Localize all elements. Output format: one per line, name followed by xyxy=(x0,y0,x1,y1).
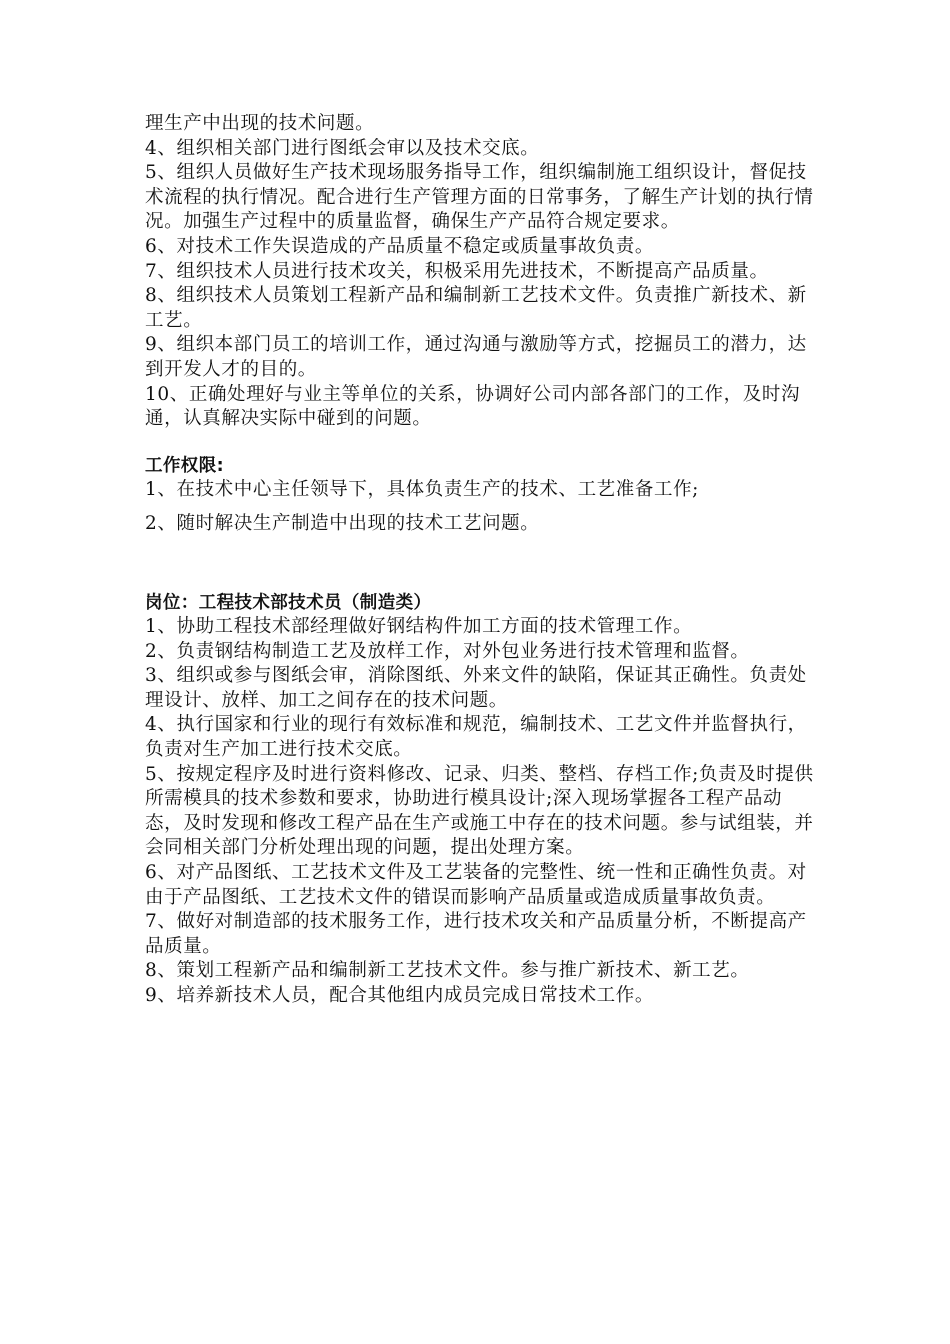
position-item-7: 7、做好对制造部的技术服务工作，进行技术攻关和产品质量分析，不断提高产品质量。 xyxy=(145,911,807,957)
position-item-1: 1、协助工程技术部经理做好钢结构件加工方面的技术管理工作。 xyxy=(145,616,693,638)
position-heading: 岗位：工程技术部技术员（制造类） xyxy=(145,592,432,613)
position-item-4: 4、执行国家和行业的现行有效标准和规范，编制技术、工艺文件并监督执行，负责对生产加工进行技术交底。 xyxy=(145,714,807,761)
duty-item-4: 4、组织相关部门进行图纸会审以及技术交底。 xyxy=(145,137,540,159)
position-item-3: 3、组织或参与图纸会审，消除图纸、外来文件的缺陷，保证其正确性。负责处理设计、放样、加工之间存在的技术问题。 xyxy=(145,665,807,711)
duty-item-continued: 理生产中出现的技术问题。 xyxy=(145,113,375,134)
authority-item-2: 2、随时解决生产制造中出现的技术工艺问题。 xyxy=(145,512,540,534)
spacer xyxy=(145,503,815,512)
spacer xyxy=(145,432,815,454)
duty-item-10: 10、正确处理好与业主等单位的关系，协调好公司内部各部门的工作，及时沟通，认真解决实际中碰到的问题。 xyxy=(145,383,801,430)
position-item-6: 6、对产品图纸、工艺技术文件及工艺装备的完整性、统一性和正确性负责。对由于产品图纸、工艺技术文件的错误而影响产品质量或造成质量事故负责。 xyxy=(145,862,807,908)
duty-item-8: 8、组织技术人员策划工程新产品和编制新工艺技术文件。负责推广新技术、新工艺。 xyxy=(145,285,807,331)
duty-item-9: 9、组织本部门员工的培训工作，通过沟通与激励等方式，挖掘员工的潜力，达到开发人才的目的。 xyxy=(145,334,807,380)
position-item-8: 8、策划工程新产品和编制新工艺技术文件。参与推广新技术、新工艺。 xyxy=(145,960,750,982)
spacer xyxy=(145,537,815,591)
authority-heading: 工作权限: xyxy=(145,455,224,476)
duty-item-5: 5、组织人员做好生产技术现场服务指导工作，组织编制施工组织设计，督促技术流程的执行情况。配合进行生产管理方面的日常事务，了解生产计划的执行情况。加强生产过程中的质量监督，确保生产产品符合规定要求。 xyxy=(145,162,814,233)
duty-item-7: 7、组织技术人员进行技术攻关，积极采用先进技术，不断提高产品质量。 xyxy=(145,260,769,282)
position-item-2: 2、负责钢结构制造工艺及放样工作，对外包业务进行技术管理和监督。 xyxy=(145,640,750,662)
authority-item-1: 1、在技术中心主任领导下，具体负责生产的技术、工艺准备工作; xyxy=(145,479,700,501)
position-item-5: 5、按规定程序及时进行资料修改、记录、归类、整档、存档工作;负责及时提供所需模具的技术参数和要求，协助进行模具设计;深入现场掌握各工程产品动态，及时发现和修改工程产品在生产或施工中存在的技术问题。参与试组装，并会同相关部门分析处理出现的问题，提出处理方案。 xyxy=(145,763,814,859)
document-page xyxy=(145,112,815,1009)
duty-item-6: 6、对技术工作失误造成的产品质量不稳定或质量事故负责。 xyxy=(145,235,654,257)
position-item-9: 9、培养新技术人员，配合其他组内成员完成日常技术工作。 xyxy=(145,985,654,1006)
